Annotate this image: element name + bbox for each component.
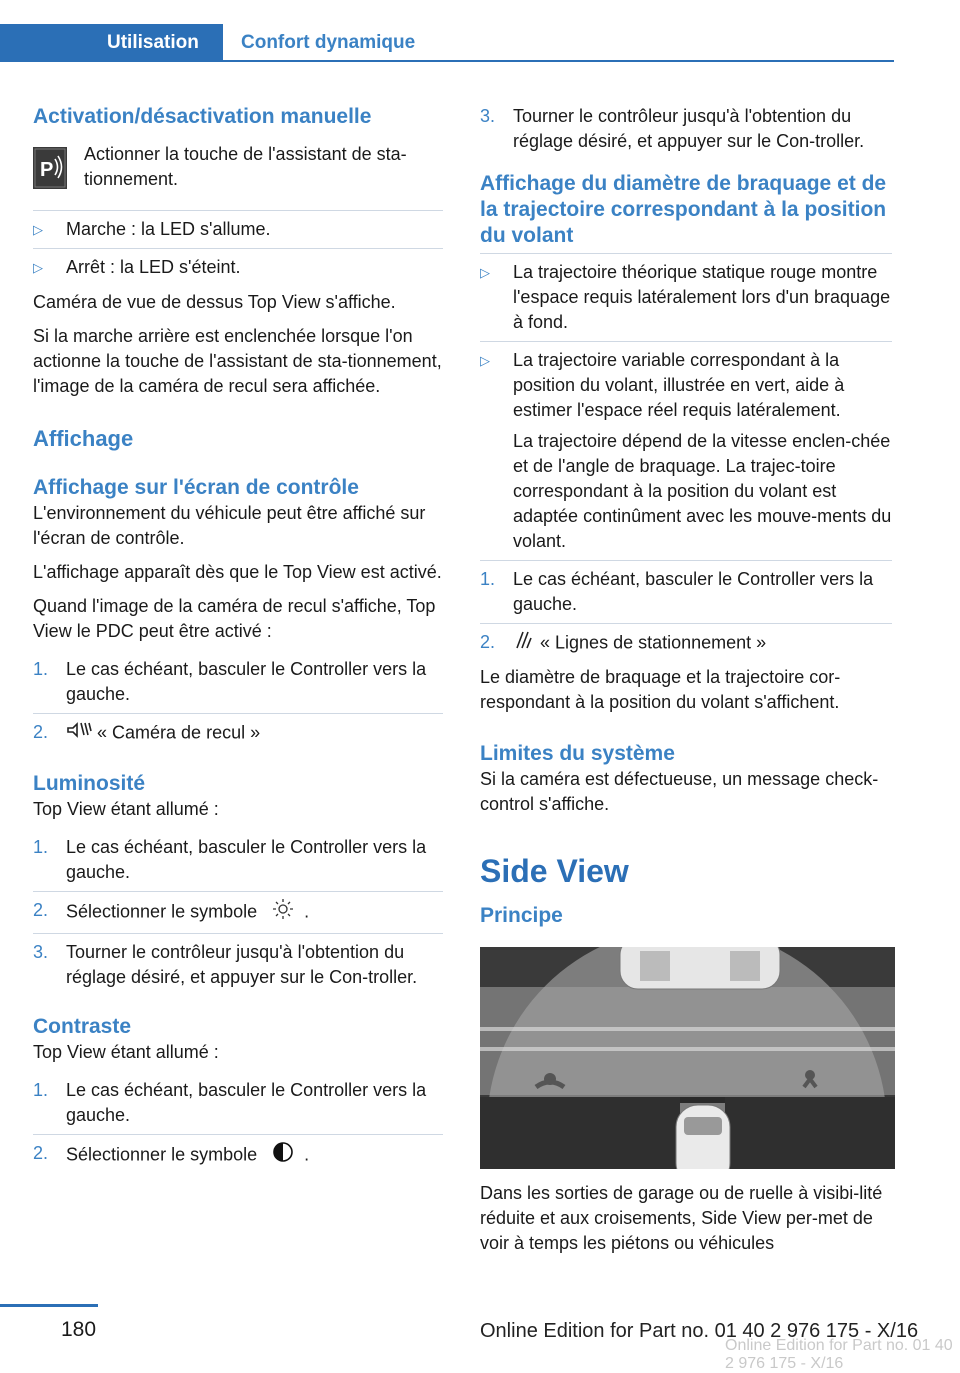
- watermark: Online Edition for Part no. 01 40 2 976 175 - X/16: [725, 1337, 953, 1372]
- list-item-text: Tourner le contrôleur jusqu'à l'obtention du réglage désiré, et appuyer sur le Con-troller.: [513, 106, 865, 151]
- paragraph: Si la caméra est défectueuse, un message check-control s'affiche.: [480, 769, 879, 814]
- list-item-text: Le cas échéant, basculer le Controller vers la gauche.: [66, 659, 427, 704]
- header-bar: [0, 24, 894, 62]
- heading-side-view: Side View: [480, 853, 629, 889]
- parking-assistant-icon: [33, 147, 67, 189]
- divider: [33, 210, 443, 211]
- bullet-marker: ▷: [33, 222, 43, 237]
- step-number: 2.: [33, 1143, 49, 1163]
- step-number: 2.: [33, 722, 49, 742]
- divider: [33, 891, 443, 892]
- list-item-text: Le cas échéant, basculer le Controller vers la gauche.: [66, 1080, 427, 1125]
- parking-lines-icon: [513, 630, 535, 657]
- list-item: [33, 898, 443, 927]
- heading-affichage: Affichage: [33, 426, 134, 451]
- divider: [33, 248, 443, 249]
- activation-text: Actionner la touche de l'assistant de sta-tionnement.: [84, 144, 407, 189]
- page-number: 180: [61, 1318, 97, 1341]
- paragraph: Caméra de vue de dessus Top View s'affiche.: [33, 292, 396, 312]
- rear-camera-icon: [66, 720, 92, 747]
- paragraph: Si la marche arrière est enclenchée lorsque l'on actionne la touche de l'assistant de sta-tionnement, l'image de la caméra de recul sera affichée.: [33, 326, 442, 396]
- list-item: [480, 260, 892, 335]
- step-number: 1.: [33, 659, 49, 679]
- paragraph: L'environnement du véhicule peut être affiché sur l'écran de contrôle.: [33, 503, 426, 548]
- list-item: [33, 217, 443, 242]
- left-column: [33, 100, 443, 1170]
- brightness-icon: [272, 898, 294, 927]
- step-number: 1.: [33, 837, 49, 857]
- list-item: [33, 720, 443, 747]
- list-item: [33, 657, 443, 707]
- footer-rule: [0, 1304, 98, 1307]
- activation-block: [33, 142, 443, 196]
- divider: [33, 1134, 443, 1135]
- list-item-text: Tourner le contrôleur jusqu'à l'obtention du réglage désiré, et appuyer sur le Con-troller.: [66, 942, 418, 987]
- heading-diametre-braquage: Affichage du diamètre de braquage et de la trajectoire correspondant à la position du volant: [480, 172, 887, 247]
- step-number: 3.: [480, 106, 496, 126]
- bullet-marker: ▷: [480, 353, 490, 368]
- edition-text: Online Edition for Part no. 01 40 2 976 175 - X/16: [480, 1320, 919, 1342]
- list-item-text: Le cas échéant, basculer le Controller vers la gauche.: [513, 569, 874, 614]
- list-item: [480, 104, 892, 154]
- paragraph: Quand l'image de la caméra de recul s'affiche, Top View le PDC peut être activé :: [33, 596, 436, 641]
- list-item-text: La trajectoire théorique statique rouge montre l'espace requis latéralement lors d'un braquage à fond.: [513, 262, 891, 332]
- right-column: [480, 100, 892, 1256]
- heading-activation: Activation/désactivation manuelle: [33, 105, 372, 128]
- list-item: [33, 1078, 443, 1128]
- side-view-illustration: [480, 947, 895, 1169]
- contrast-icon: [272, 1141, 294, 1170]
- svg-text:P: P: [40, 159, 54, 181]
- header-rule: [0, 60, 894, 62]
- step-number: 2.: [480, 632, 496, 652]
- list-item-text: Sélectionner le symbole: [66, 1144, 258, 1165]
- list-item-text: La trajectoire variable correspondant à la position du volant, illustrée en vert, aide à estimer l'espace réel requis latéralement.: [513, 350, 845, 420]
- list-item: [33, 1141, 443, 1170]
- list-item: [33, 255, 443, 280]
- list-item: [33, 940, 443, 990]
- tab-utilisation[interactable]: Utilisation: [0, 24, 223, 61]
- list-item: [33, 835, 443, 885]
- list-item: [480, 630, 892, 657]
- divider: [480, 623, 892, 624]
- heading-principe: Principe: [480, 904, 563, 927]
- paragraph: Top View étant allumé :: [33, 799, 219, 819]
- step-number: 1.: [480, 569, 496, 589]
- list-item-text: Le cas échéant, basculer le Controller vers la gauche.: [66, 837, 427, 882]
- divider: [480, 253, 892, 254]
- list-item-text: « Caméra de recul »: [97, 722, 261, 743]
- list-item-text: « Lignes de stationnement »: [540, 632, 767, 653]
- bullet-marker: ▷: [480, 265, 490, 280]
- paragraph: Le diamètre de braquage et la trajectoire cor-respondant à la position du volant s'affichent.: [480, 667, 841, 712]
- list-item-text: Sélectionner le symbole: [66, 901, 258, 922]
- list-item: [480, 348, 892, 423]
- list-item: [480, 567, 892, 617]
- period: .: [304, 901, 310, 922]
- step-number: 2.: [33, 900, 49, 920]
- list-item-text: Arrêt : la LED s'éteint.: [66, 257, 241, 277]
- heading-luminosite: Luminosité: [33, 772, 146, 795]
- heading-ecran-controle: Affichage sur l'écran de contrôle: [33, 476, 359, 499]
- heading-limites: Limites du système: [480, 742, 675, 765]
- step-number: 1.: [33, 1080, 49, 1100]
- period: .: [304, 1144, 310, 1165]
- paragraph: Dans les sorties de garage ou de ruelle à visibi-lité réduite et aux croisements, Side View per-met de voir à temps les piétons ou véhicules: [480, 1183, 883, 1253]
- paragraph: Top View étant allumé :: [33, 1042, 219, 1062]
- step-number: 3.: [33, 942, 49, 962]
- tab-confort-dynamique[interactable]: Confort dynamique: [241, 32, 416, 53]
- list-item-continuation: [480, 429, 892, 554]
- divider: [33, 713, 443, 714]
- divider: [33, 933, 443, 934]
- heading-contraste: Contraste: [33, 1015, 132, 1038]
- divider: [480, 341, 892, 342]
- bullet-marker: ▷: [33, 260, 43, 275]
- divider: [480, 560, 892, 561]
- paragraph: L'affichage apparaît dès que le Top View est activé.: [33, 562, 442, 582]
- list-item-text: La trajectoire dépend de la vitesse enclen-chée et de l'angle de braquage. La trajec-toire correspondant à la position du volant est adaptée continûment avec les mouve-ments du volant.: [513, 431, 892, 551]
- list-item-text: Marche : la LED s'allume.: [66, 219, 271, 239]
